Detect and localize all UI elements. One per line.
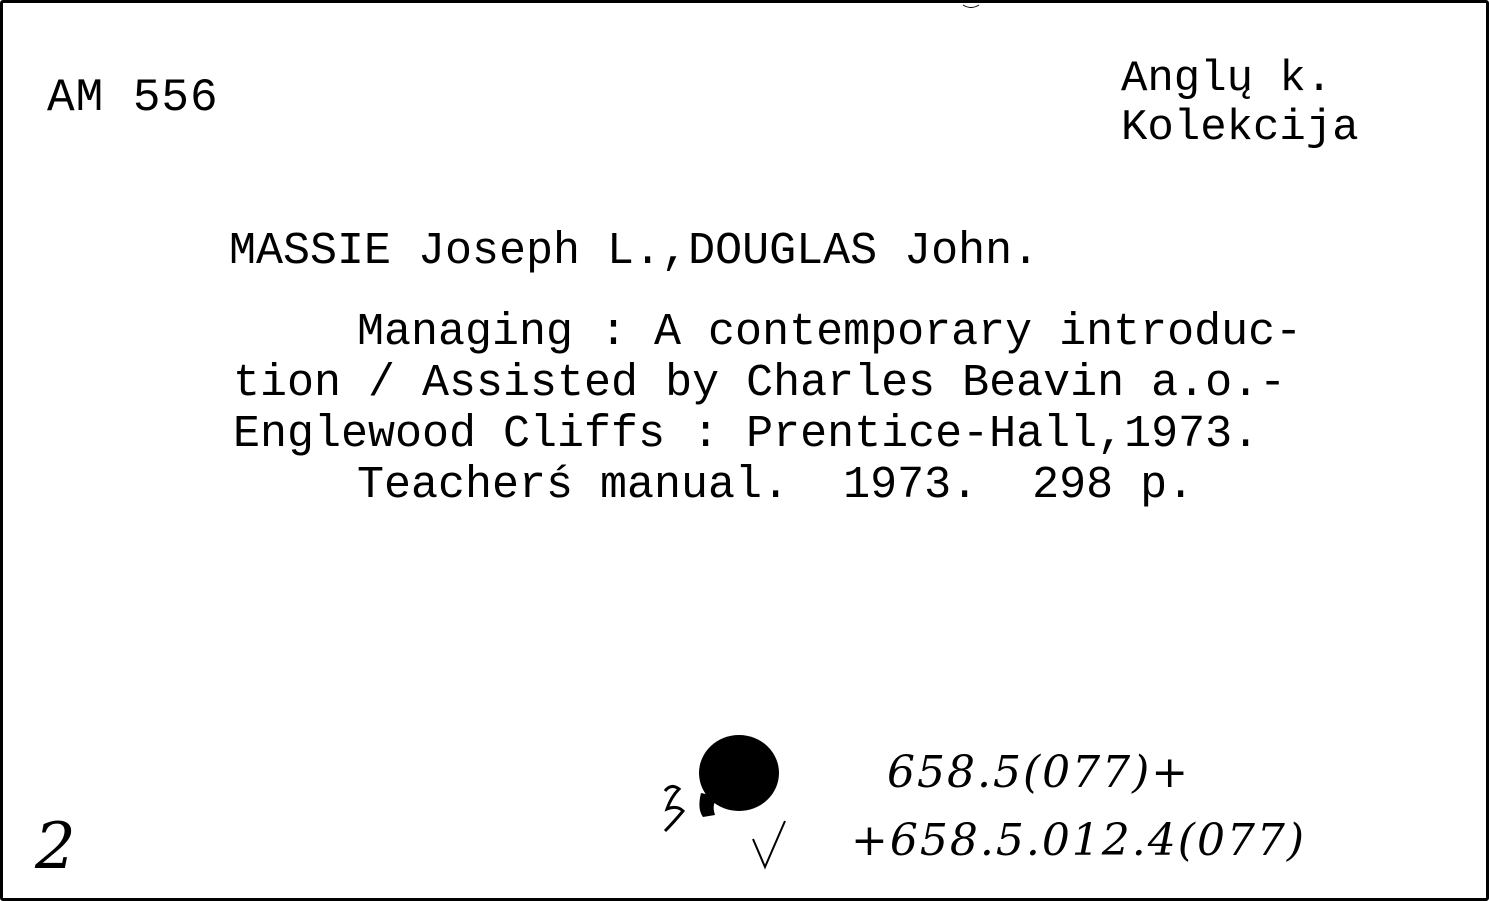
imprint-line: Englewood Cliffs : Prentice-Hall,1973. — [233, 409, 1260, 460]
title-continuation-line: tion / Assisted by Charles Beavin a.o.- — [233, 358, 1287, 409]
edge-mark-icon — [961, 3, 981, 11]
classification-code-primary: 658.5(077)+ — [887, 747, 1191, 798]
ink-blot-check-mark-icon — [657, 731, 793, 883]
collection-line-name: Kolekcija — [1121, 103, 1359, 153]
title-line: Managing : A contemporary introduc- — [357, 307, 1303, 358]
classification-code-secondary: +658.5.012.4(077) — [851, 815, 1307, 866]
copy-count-note: 2 — [35, 810, 76, 884]
author-heading: MASSIE Joseph L.,DOUGLAS John. — [229, 226, 1040, 277]
bibliographic-description — [233, 307, 1302, 511]
collection-label — [1121, 55, 1359, 153]
collection-line-language: Anglų k. — [1121, 54, 1333, 104]
supplement-line: Teacherś manual. 1973. 298 p. — [357, 460, 1195, 511]
call-number: AM 556 — [47, 72, 219, 124]
